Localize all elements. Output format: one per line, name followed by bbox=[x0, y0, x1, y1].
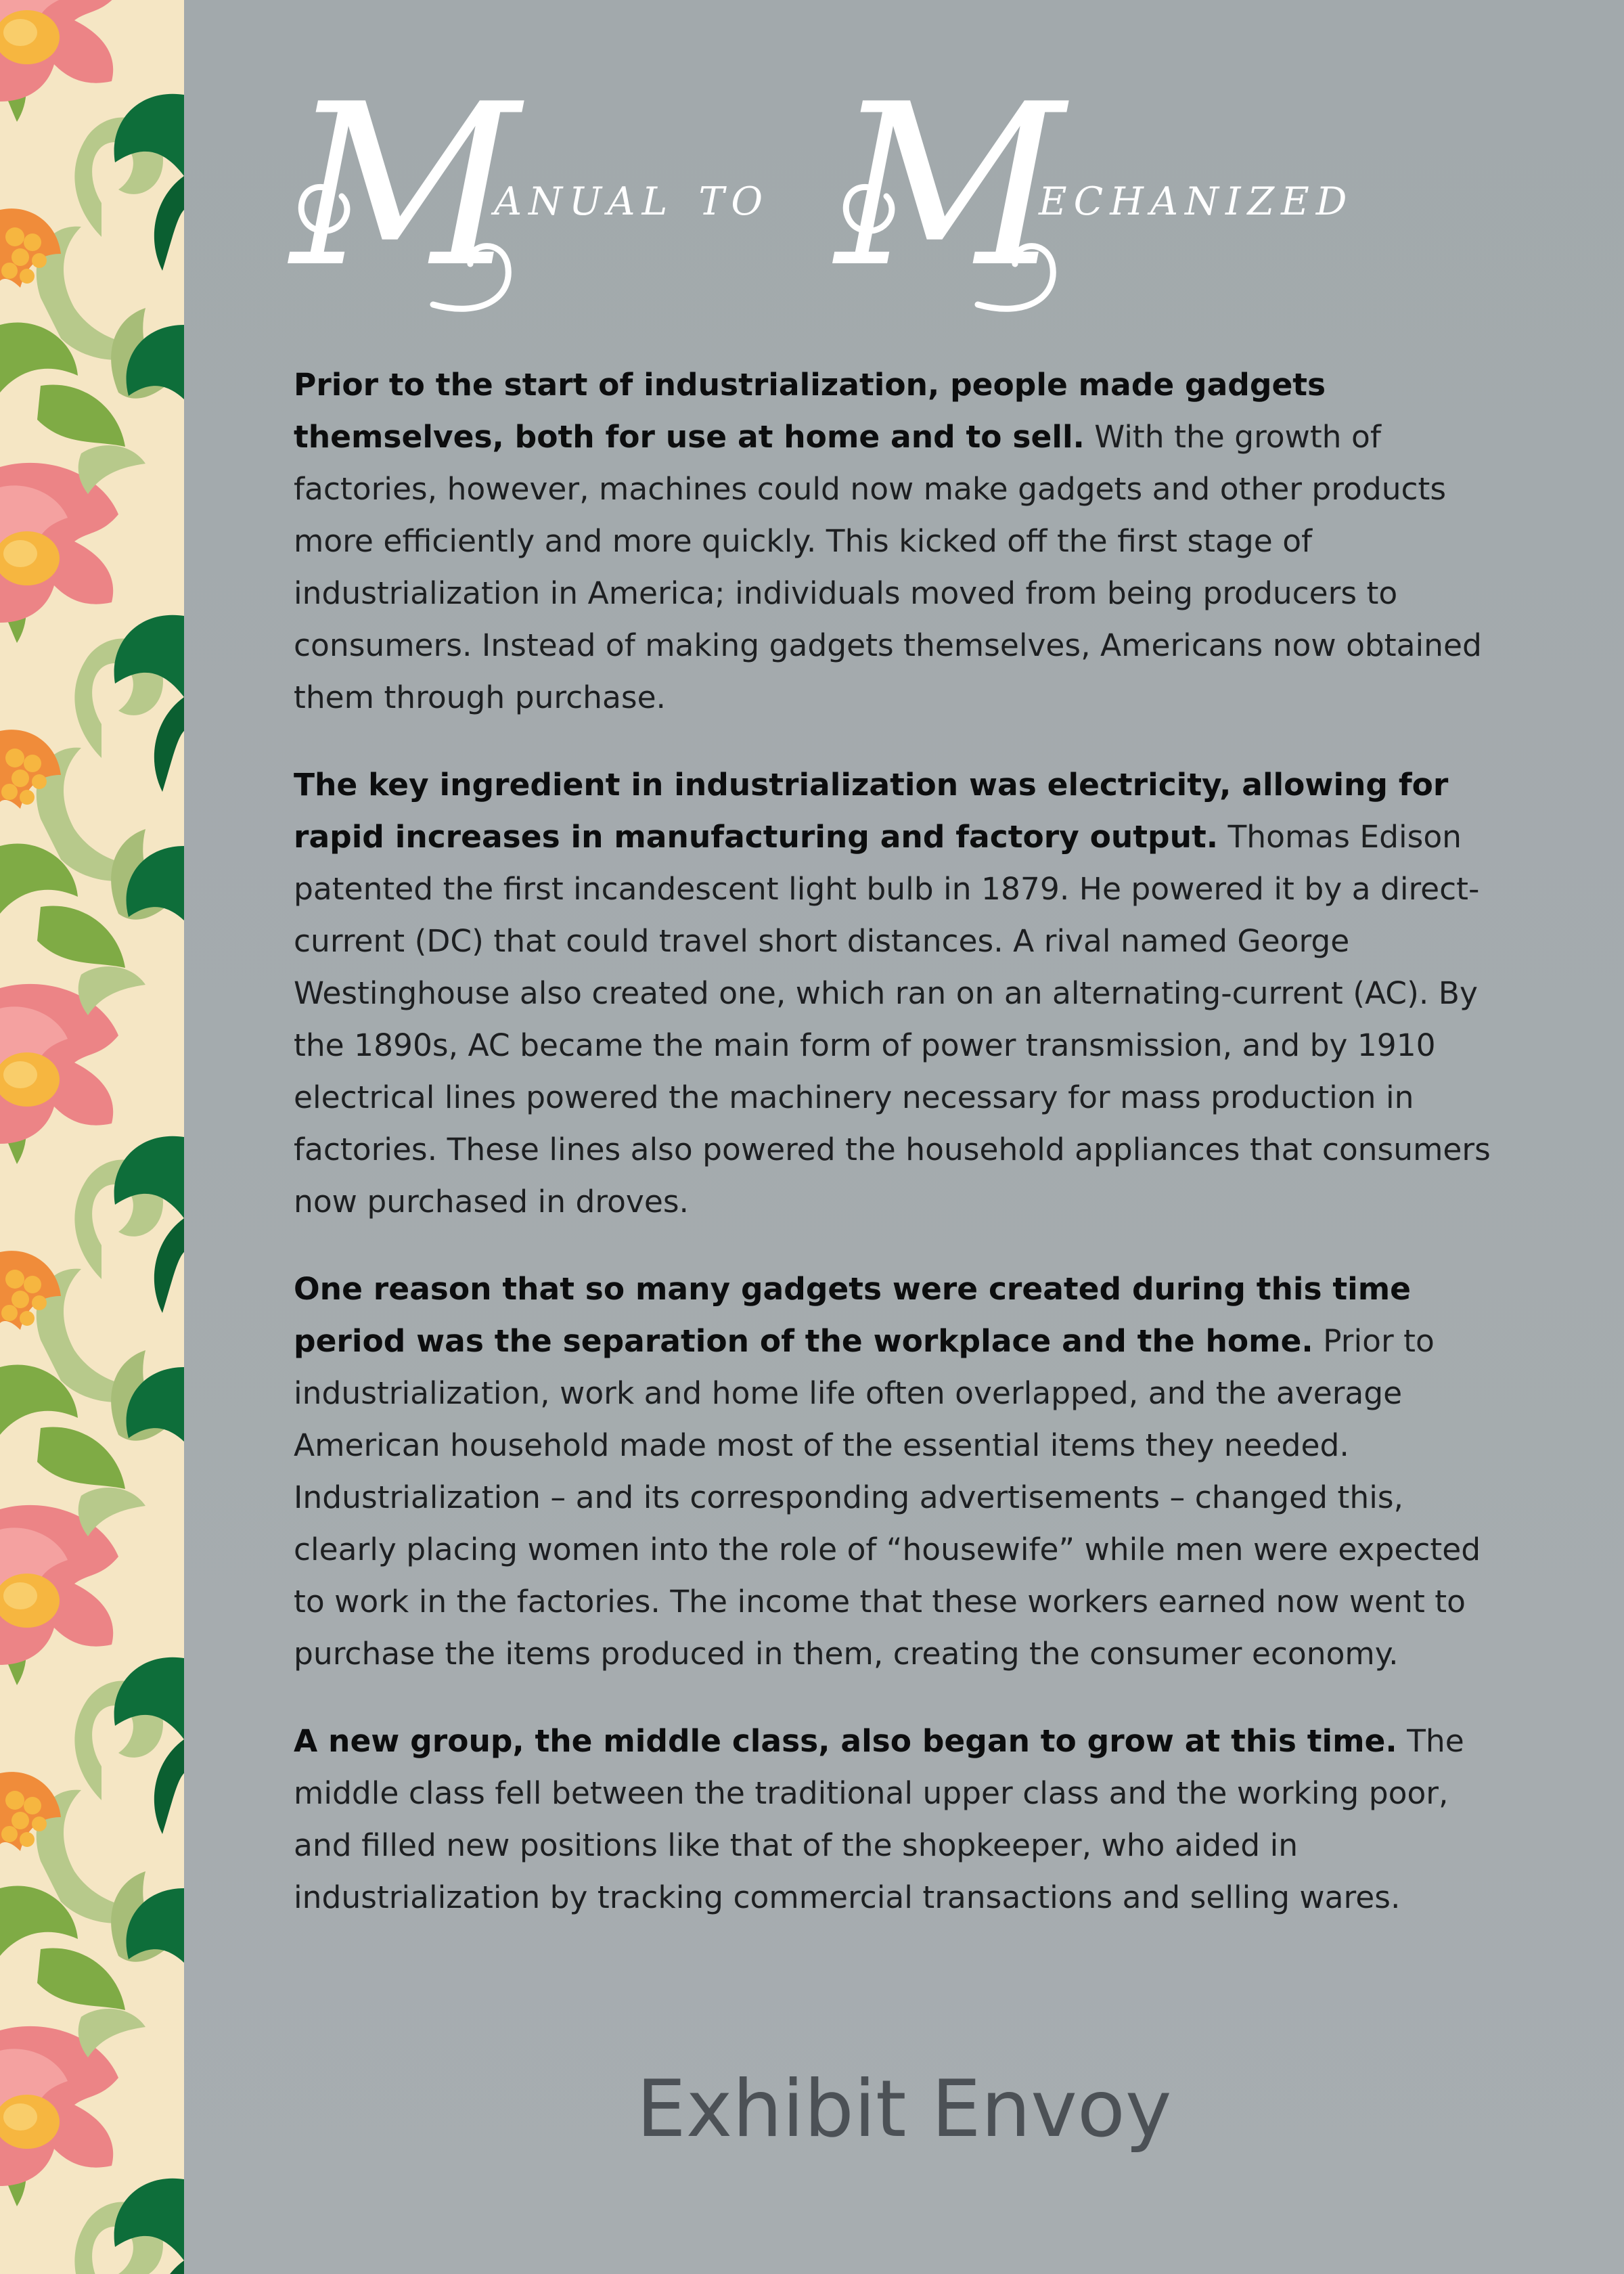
paragraph-separation bbox=[294, 1263, 1505, 1680]
title-rest-echanized: echanized bbox=[1039, 164, 1354, 228]
paragraph-prior bbox=[294, 359, 1505, 723]
paragraph-electricity bbox=[294, 759, 1505, 1228]
paragraph-middle-class bbox=[294, 1715, 1505, 1923]
title-rest-manual-to: anual to bbox=[494, 164, 770, 228]
paragraph-lead: Prior to the start of industrialization, people made gadgets themselves, both for use at home and to sell. bbox=[294, 367, 1326, 455]
paragraph-body: Prior to industrialization, work and home life often overlapped, and the average American household made most of the essential items they needed. Industrialization – and its corresponding advertisements – changed this, clearly placing women into the role of “housewife” while men were expected to work in the factories. The income that these workers earned now went to purchase the items produced in them, creating the consumer economy. bbox=[294, 1323, 1481, 1672]
page-title bbox=[291, 56, 1441, 332]
title-initial-m: M bbox=[291, 56, 520, 316]
title-initial-m-2: M bbox=[836, 56, 1064, 316]
paragraph-lead: The key ingredient in industrialization was electricity, allowing for rapid increases in manufacturing and factory output. bbox=[294, 767, 1449, 855]
floral-border bbox=[0, 0, 184, 2274]
body-text bbox=[294, 359, 1505, 1959]
paragraph-body: The middle class fell between the traditional upper class and the working poor, and filled new positions like that of the shopkeeper, who aided in industrialization by tracking commercial transactions and selling wares. bbox=[294, 1723, 1464, 1915]
paragraph-lead: One reason that so many gadgets were created during this time period was the separation of the workplace and the home. bbox=[294, 1271, 1412, 1359]
footer-brand: Exhibit Envoy bbox=[636, 2064, 1172, 2155]
floral-pattern bbox=[0, 0, 184, 2274]
paragraph-body: Thomas Edison patented the first incandescent light bulb in 1879. He powered it by a direct-current (DC) that could travel short distances. A rival named George Westinghouse also created one, which ran on an alternating-current (AC). By the 1890s, AC became the main form of power transmission, and by 1910 electrical lines powered the machinery necessary for mass production in factories. These lines also powered the household appliances that consumers now purchased in droves. bbox=[294, 819, 1491, 1220]
paragraph-body: With the growth of factories, however, machines could now make gadgets and other products more efficiently and more quickly. This kicked off the first stage of industrialization in America; individuals moved from being producers to consumers. Instead of making gadgets themselves, Americans now obtained them through purchase. bbox=[294, 419, 1482, 715]
paragraph-lead: A new group, the middle class, also began to grow at this time. bbox=[294, 1723, 1397, 1759]
